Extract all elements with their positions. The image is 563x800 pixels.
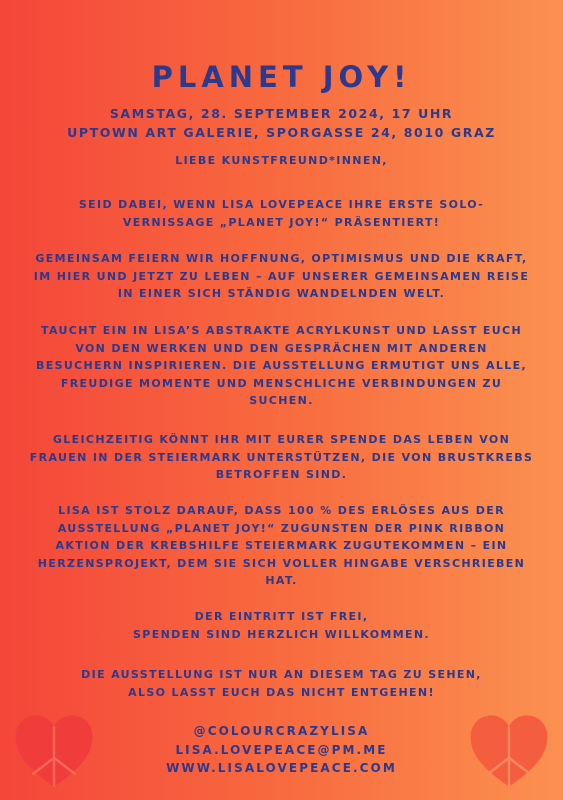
event-date: SAMSTAG, 28. SEPTEMBER 2024, 17 UHR [109, 106, 454, 121]
paragraph-line: FRAUEN IN DER STEIERMARK UNTERSTÜTZEN, DIE VON BRUSTKREBS [29, 450, 534, 464]
paragraph-line: HAT. [265, 574, 298, 587]
paragraph-donation [0, 431, 563, 484]
page-title: PLANET JOY! [151, 60, 412, 94]
paragraph-line: LIEBE KUNSTFREUND*INNEN, [175, 154, 388, 167]
paragraph-art [0, 322, 563, 410]
event-venue: UPTOWN ART GALERIE, SPORGASSE 24, 8010 GRAZ [67, 125, 496, 140]
paragraph-line: ALSO LASST EUCH DAS NICHT ENTGEHEN! [128, 685, 435, 699]
paragraph-line: DIE AUSSTELLUNG IST NUR AN DIESEM TAG ZU SEHEN, [81, 668, 482, 681]
paragraph-line: IM HIER UND JETZT ZU LEBEN – AUF UNSERER GEMEINSAMEN REISE [33, 269, 530, 283]
paragraph-line: AUSSTELLUNG „PLANET JOY!“ ZUGUNSTEN DER PINK RIBBON [57, 521, 506, 535]
paragraph-proceeds [0, 502, 563, 590]
paragraph-line: SEID DABEI, WENN LISA LOVEPEACE IHRE ERSTE SOLO- [78, 198, 485, 211]
paragraph-line: DER EINTRITT IST FREI, [194, 610, 369, 623]
paragraph-line: GEMEINSAM FEIERN WIR HOFFNUNG, OPTIMISMUS UND DIE KRAFT, [35, 252, 528, 265]
event-details [0, 104, 563, 142]
paragraph-celebration [0, 250, 563, 303]
paragraph-line: VERNISSAGE „PLANET JOY!“ PRÄSENTIERT! [122, 215, 441, 229]
peace-heart-icon [469, 713, 549, 789]
website-link[interactable]: WWW.LISALOVEPEACE.COM [166, 761, 397, 775]
peace-heart-icon [14, 713, 94, 789]
paragraph-closing [0, 666, 563, 701]
paragraph-line: IN EINER SICH STÄNDIG WANDELNDEN WELT. [117, 287, 446, 300]
paragraph-line: AKTION DER KREBSHILFE STEIERMARK ZUGUTEKOMMEN – EIN [55, 539, 508, 552]
paragraph-line: SUCHEN. [249, 394, 314, 407]
paragraph-line: VON DEN WERKEN UND DEN GESPRÄCHEN MIT ANDEREN [75, 341, 488, 355]
paragraph-line: LISA IST STOLZ DARAUF, DASS 100 % DES ERLÖSES AUS DER [58, 504, 505, 517]
paragraph-line: HERZENSPROJEKT, DEM SIE SICH VOLLER HINGABE VERSCHRIEBEN [37, 556, 526, 570]
email-link[interactable]: LISA.LOVEPEACE@PM.ME [175, 742, 388, 757]
paragraph-admission [0, 608, 563, 643]
paragraph-line: GLEICHZEITIG KÖNNT IHR MIT EURER SPENDE DAS LEBEN VON [52, 433, 511, 446]
paragraph-line: TAUCHT EIN IN LISA’S ABSTRAKTE ACRYLKUNST UND LASST EUCH [40, 324, 523, 337]
paragraph-greeting [0, 152, 563, 170]
instagram-handle[interactable]: @COLOURCRAZYLISA [193, 724, 370, 738]
paragraph-line: BETROFFEN SIND. [215, 468, 348, 481]
paragraph-line: SPENDEN SIND HERZLICH WILLKOMMEN. [133, 627, 430, 641]
paragraph-line: BESUCHERN INSPIRIEREN. DIE AUSSTELLUNG ERMUTIGT UNS ALLE, [35, 359, 528, 372]
paragraph-line: FREUDIGE MOMENTE UND MENSCHLICHE VERBINDUNGEN ZU [60, 376, 503, 390]
paragraph-invitation [0, 196, 563, 231]
